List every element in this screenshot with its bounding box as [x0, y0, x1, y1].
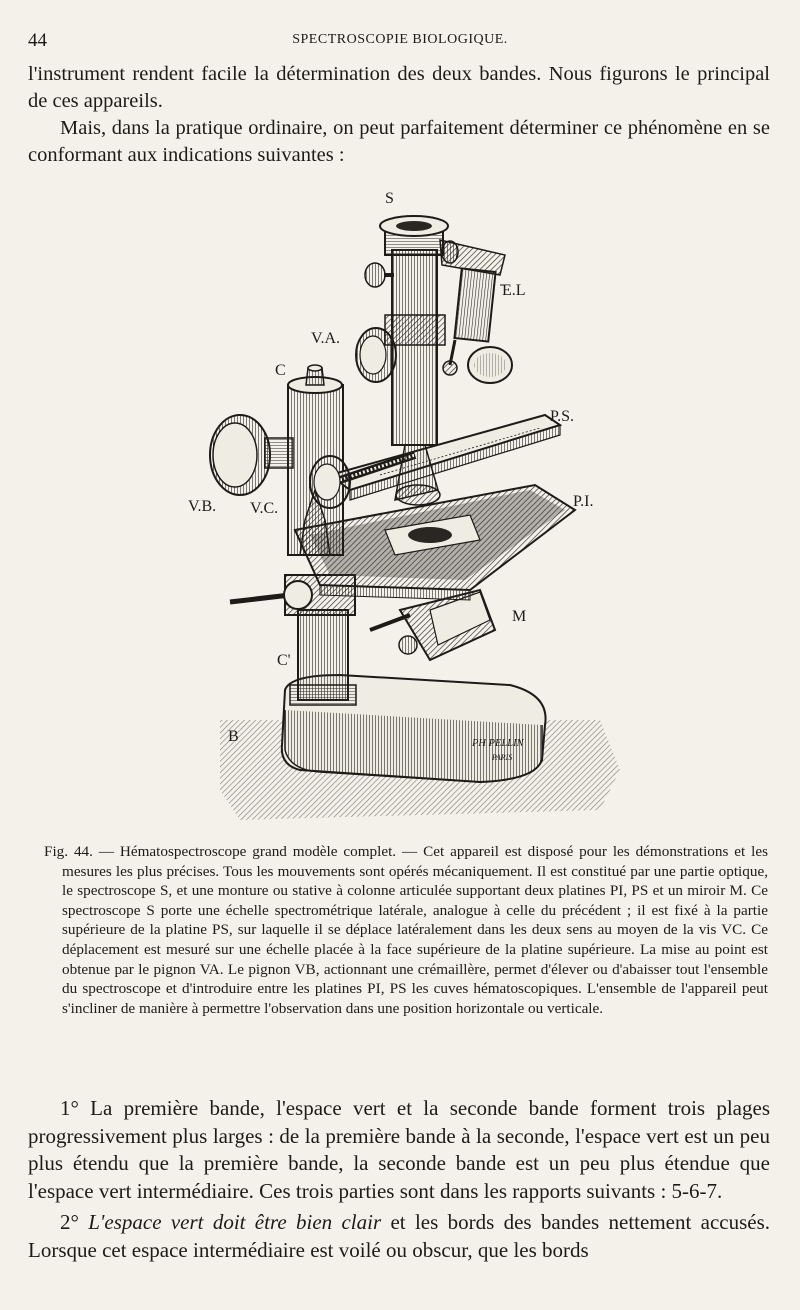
lower-column: [290, 610, 356, 705]
running-title: SPECTROSCOPIE BIOLOGIQUE.: [292, 32, 508, 47]
label-C: C: [275, 362, 286, 379]
label-PS: P.S.: [550, 408, 575, 425]
tube-top-knob: [365, 263, 394, 287]
label-S: S: [385, 190, 394, 207]
point-2-heading: L'espace vert doit être bien clair: [88, 1210, 382, 1234]
label-VB: V.B.: [188, 498, 217, 515]
point-2-number: 2°: [60, 1210, 79, 1234]
intro-paragraph-1: l'instrument rendent facile la détermination des deux bandes. Nous figurons le principal de ces appareils.: [28, 63, 770, 112]
microscope-engraving: [180, 190, 620, 830]
numbered-points: [28, 1095, 770, 1264]
maker-mark-line-1: PH PELLIN: [472, 738, 524, 749]
point-1-text: La première bande, l'espace vert et la seconde bande forment trois plages progressivement plus larges : de la première bande à la seconde, l'espace vert est un peu plus étendu que la première bande, la seconde bande est un peu plus étendue que l'espace vert intermédiaire. Ces trois parties sont dans les rapports suivants : 5-6-7.: [28, 1096, 770, 1203]
lateral-scale-tube: [440, 240, 512, 383]
figure-caption: [44, 842, 768, 1018]
label-VC: V.C.: [250, 500, 279, 517]
intro-paragraph-2: Mais, dans la pratique ordinaire, on peut parfaitement déterminer ce phénomène en se conformant aux indications suivantes :: [28, 117, 770, 166]
caption-text: Cet appareil est disposé pour les démonstrations et les mesures les plus précises. Tous les mouvements sont opérés mécaniquement. Il est constitué par une partie optique, le spectroscope S, et une monture ou stative à colonne articulée supportant deux platines PI, PS et un miroir M. Ce spectroscope S porte une échelle spectrométrique latérale, analogue à celle du précédent ; il est fixé à la partie supérieure de la platine PS, sur laquelle il se déplace latéralement dans les deux sens au moyen de la vis VC. Ce déplacement est mesuré sur une échelle placée à la face supérieure de la platine supérieure. La mise au point est obtenue par le pignon VA. Le pignon VB, actionnant une crémaillère, permet d'élever ou d'abaisser tout l'ensemble du spectroscope et d'introduire entre les platines PI, PS les cuves hématoscopiques. L'ensemble de l'appareil peut s'incliner de manière à permettre l'observation dans une position horizontale ou verticale.: [62, 843, 769, 1017]
maker-mark-line-2: PARIS: [492, 753, 513, 762]
page-number: 44: [28, 30, 47, 51]
point-2-text: et les bords des bandes nettement accusés. Lorsque cet espace intermédiaire est voilé ou obscur, que les bords: [28, 1210, 771, 1262]
mirror: [370, 590, 495, 660]
label-PI: P.I.: [573, 493, 594, 510]
pinion-vb: [210, 415, 293, 495]
point-1: [28, 1095, 770, 1205]
point-1-number: 1°: [60, 1096, 79, 1120]
label-C-prime: C': [277, 652, 291, 669]
label-B: B: [228, 728, 239, 745]
pinion-va: [356, 328, 396, 382]
label-VA: V.A.: [311, 330, 341, 347]
figure-44-hematospectroscope: [180, 190, 620, 830]
label-M: M: [512, 608, 527, 625]
intro-text: [28, 61, 770, 169]
label-EL: E.L: [502, 282, 526, 299]
caption-lead: Fig. 44. — Hématospectroscope grand modèle complet. —: [44, 843, 418, 860]
page-header: [28, 30, 772, 56]
point-2: [28, 1209, 770, 1264]
